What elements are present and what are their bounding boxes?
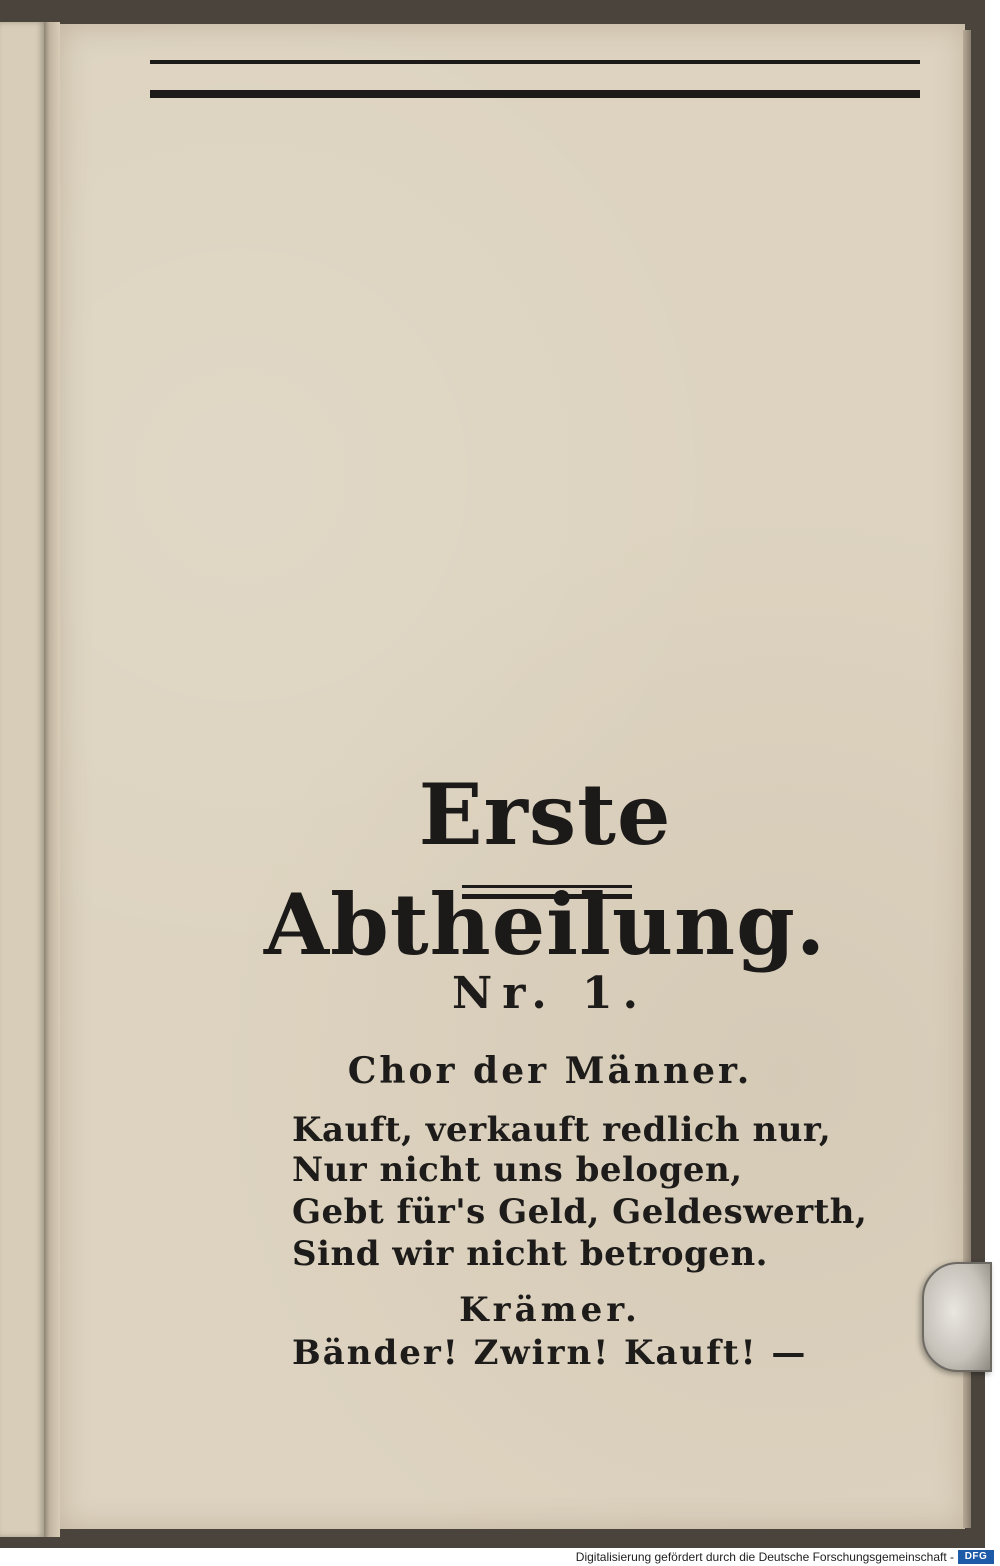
- verse-line: Sind wir nicht betrogen.: [292, 1234, 768, 1274]
- glass-page-weight: [922, 1262, 992, 1372]
- role-chorus: Chor der Männer.: [347, 1050, 753, 1092]
- book-gutter: [44, 22, 60, 1537]
- top-double-rule: [150, 60, 920, 98]
- piece-number: Nr. 1.: [452, 968, 648, 1019]
- role-merchant: Krämer.: [459, 1290, 641, 1330]
- heading-double-rule: [462, 885, 632, 899]
- verse-line: Bänder! Zwirn! Kauft! —: [292, 1333, 808, 1373]
- previous-page-edge: [0, 22, 44, 1537]
- dfg-logo-icon: DFG: [958, 1550, 994, 1564]
- verse-line: Nur nicht uns belogen,: [292, 1150, 743, 1190]
- digitization-credit: Digitalisierung gefördert durch die Deutsche Forschungsgemeinschaft -: [575, 1550, 954, 1564]
- verse-line: Gebt für's Geld, Geldeswerth,: [292, 1192, 868, 1232]
- verse-line: Kauft, verkauft redlich nur,: [292, 1110, 832, 1150]
- section-heading: Erste Abtheilung.: [263, 765, 827, 974]
